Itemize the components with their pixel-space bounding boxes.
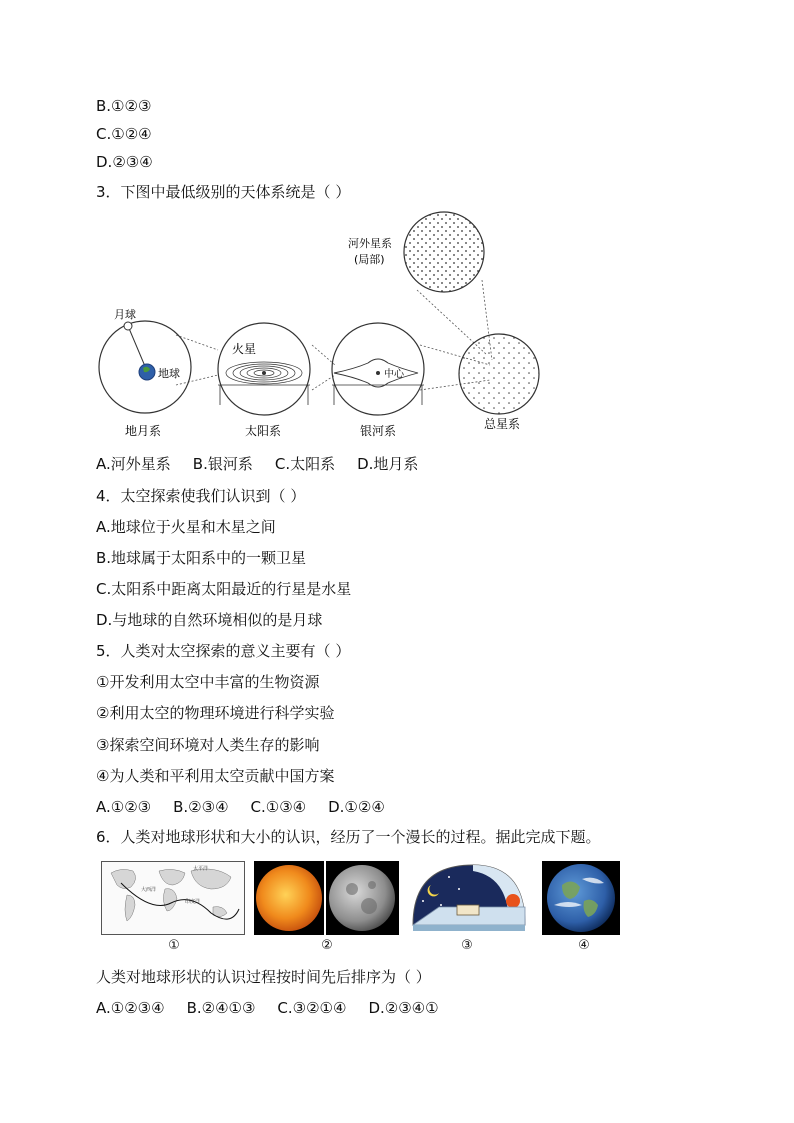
universe-circle xyxy=(459,334,539,414)
q5-statement-3: ③探索空间环境对人类生存的影响 xyxy=(96,736,320,754)
caption-milky: 银河系 xyxy=(360,424,397,438)
extragalactic-label: 河外星系 xyxy=(348,237,392,250)
q3-option-b[interactable]: B.银河系 xyxy=(192,455,253,473)
sun-and-moon-image xyxy=(254,861,399,935)
q3-option-c[interactable]: C.太阳系 xyxy=(274,455,336,473)
image-label-2: ② xyxy=(321,938,333,953)
caption-solar: 太阳系 xyxy=(245,424,282,438)
question-4-stem: 4．太空探索使我们认识到（ ） xyxy=(96,487,306,505)
extragalactic-circle xyxy=(404,212,484,292)
question-5-options xyxy=(96,797,407,817)
q5-option-c[interactable]: C.①③④ xyxy=(250,798,307,816)
question-6-stem: 6．人类对地球形状和大小的认识，经历了一个漫长的过程。据此完成下题。 xyxy=(96,828,601,846)
moon-icon xyxy=(329,865,395,931)
question-3-options xyxy=(96,454,440,474)
q5-statement-4: ④为人类和平利用太空贡献中国方案 xyxy=(96,767,335,785)
celestial-systems-diagram xyxy=(92,205,552,450)
question-6-options xyxy=(96,998,461,1018)
image-label-4: ④ xyxy=(578,938,590,953)
q6-option-a[interactable]: A.①②③④ xyxy=(96,999,165,1017)
image-label-3: ③ xyxy=(461,938,473,953)
q6-option-d[interactable]: D.②③④① xyxy=(368,999,439,1017)
q6-option-c[interactable]: C.③②①④ xyxy=(277,999,347,1017)
earth-photo-image xyxy=(542,861,620,935)
mars-label: 火星 xyxy=(232,342,257,356)
image-label-1: ① xyxy=(168,938,180,953)
q4-option-b[interactable]: B.地球属于太阳系中的一颗卫星 xyxy=(96,549,307,567)
map-pacific-label: 太平洋 xyxy=(193,866,209,872)
option-d-line: D.②③④ xyxy=(96,153,153,171)
earth-label: 地球 xyxy=(158,367,180,380)
center-label: 中心 xyxy=(384,369,404,380)
caption-earth-moon: 地月系 xyxy=(125,424,162,438)
question-5-stem: 5．人类对太空探索的意义主要有（ ） xyxy=(96,642,351,660)
dome-sky-image xyxy=(409,861,529,935)
q4-option-a[interactable]: A.地球位于火星和木星之间 xyxy=(96,518,276,536)
map-indian-label: 印度洋 xyxy=(185,899,201,905)
option-c-line: C.①②④ xyxy=(96,125,152,143)
q5-option-d[interactable]: D.①②④ xyxy=(328,798,385,816)
q4-option-d[interactable]: D.与地球的自然环境相似的是月球 xyxy=(96,611,323,629)
q4-option-c[interactable]: C.太阳系中距离太阳最近的行星是水星 xyxy=(96,580,352,598)
q6-option-b[interactable]: B.②④①③ xyxy=(186,999,256,1017)
q5-statement-1: ①开发利用太空中丰富的生物资源 xyxy=(96,673,320,691)
q5-statement-2: ②利用太空的物理环境进行科学实验 xyxy=(96,704,335,722)
moon-label: 月球 xyxy=(114,308,136,321)
earth-icon xyxy=(547,864,615,932)
moon-dot xyxy=(124,322,132,330)
q3-option-a[interactable]: A.河外星系 xyxy=(96,455,171,473)
solar-system-circle xyxy=(218,323,310,415)
extragalactic-note: (局部) xyxy=(354,253,385,266)
option-b-line: B.①②③ xyxy=(96,97,152,115)
question-3-stem: 3．下图中最低级别的天体系统是（ ） xyxy=(96,183,351,201)
q3-option-d[interactable]: D.地月系 xyxy=(357,455,419,473)
world-map-route-image xyxy=(101,861,245,935)
milky-way-circle xyxy=(332,323,424,415)
question-6-question: 人类对地球形状的认识过程按时间先后排序为（ ） xyxy=(96,968,431,986)
sun-icon xyxy=(256,865,322,931)
caption-total: 总星系 xyxy=(484,417,521,431)
q5-option-a[interactable]: A.①②③ xyxy=(96,798,152,816)
earth-globe xyxy=(139,364,155,380)
map-atlantic-label: 大西洋 xyxy=(141,887,157,893)
q5-option-b[interactable]: B.②③④ xyxy=(173,798,229,816)
